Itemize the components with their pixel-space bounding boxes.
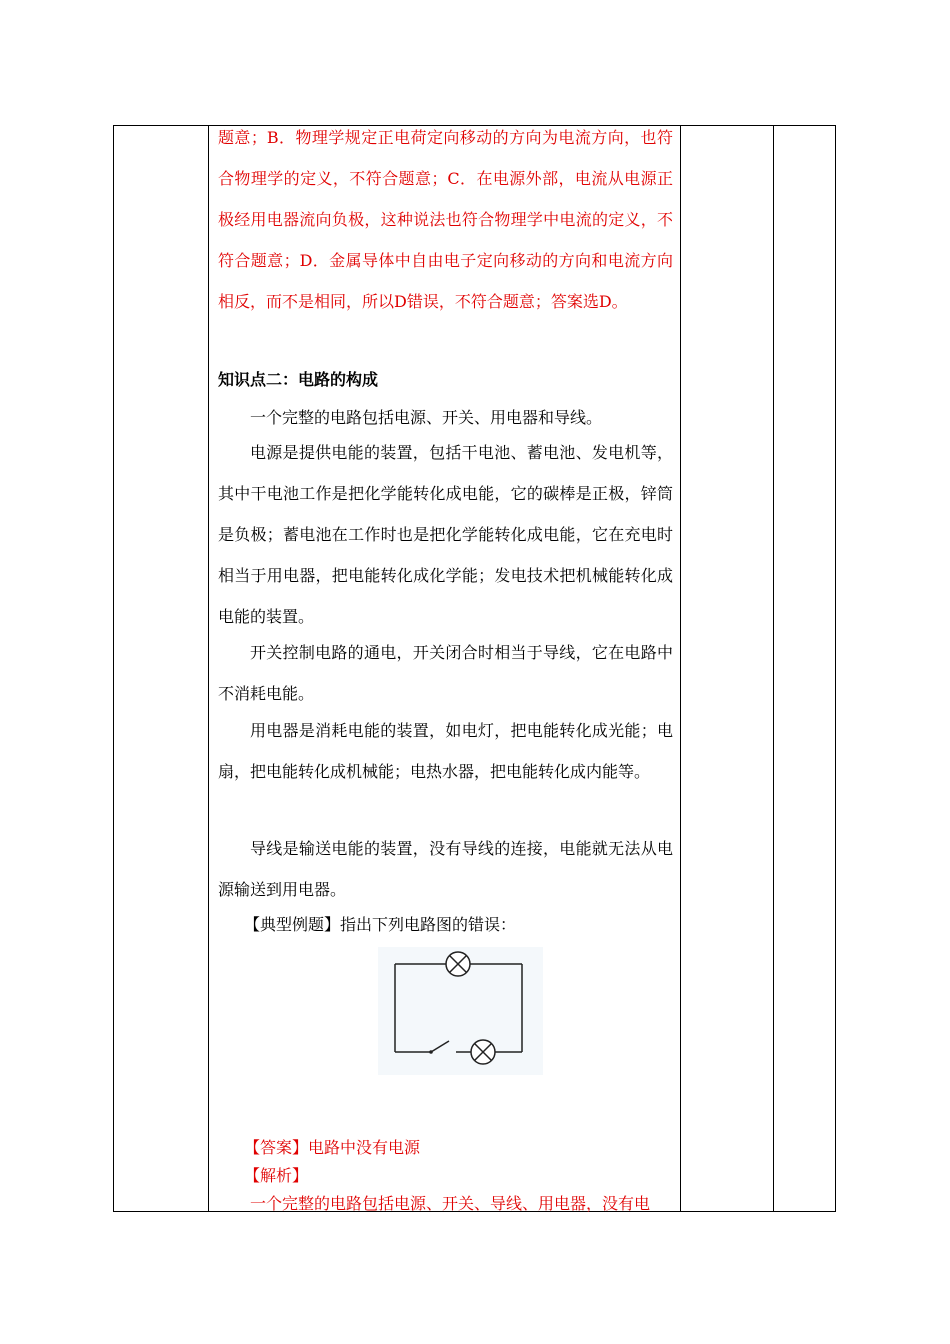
- section-title: 知识点二：电路的构成: [218, 370, 379, 389]
- column-divider: [680, 126, 681, 1211]
- lamp-top-icon: [446, 952, 470, 976]
- column-divider: [773, 126, 774, 1211]
- analysis-label: 【解析】: [244, 1166, 309, 1185]
- lamp-bottom-icon: [471, 1040, 495, 1064]
- column-divider: [208, 126, 209, 1211]
- explanation-continuation: 题意；B．物理学规定正电荷定向移动的方向为电流方向，也符合物理学的定义，不符合题意；C．在电源外部，电流从电源正极经用电器流向负极，这种说法也符合物理学中电流的定义，不符合题意；D．金属导体中自由电子定向移动的方向和电流方向相反，而不是相同，所以D错误，不符合题意；答案选D。: [218, 128, 673, 311]
- paragraph-wire: 导线是输送电能的装置，没有导线的连接，电能就无法从电源输送到用电器。: [218, 839, 673, 899]
- switch-pivot: [429, 1050, 433, 1054]
- circuit-diagram: [378, 947, 543, 1075]
- paragraph-circuit-parts: 一个完整的电路包括电源、开关、用电器和导线。: [250, 408, 603, 427]
- switch-blade: [431, 1041, 449, 1052]
- example-label: 【典型例题】指出下列电路图的错误：: [244, 915, 517, 934]
- paragraph-appliance: 用电器是消耗电能的装置，如电灯，把电能转化成光能；电扇，把电能转化成机械能；电热水器，把电能转化成内能等。: [218, 721, 673, 781]
- circuit-diagram-svg: [378, 947, 543, 1075]
- answer-label: 【答案】电路中没有电源: [244, 1138, 421, 1157]
- analysis-text: 一个完整的电路包括电源、开关、导线、用电器，没有电: [250, 1194, 651, 1212]
- paragraph-switch: 开关控制电路的通电，开关闭合时相当于导线，它在电路中不消耗电能。: [218, 643, 673, 703]
- paragraph-power-source: 电源是提供电能的装置，包括干电池、蓄电池、发电机等，其中干电池工作是把化学能转化成电能，它的碳棒是正极，锌筒是负极；蓄电池在工作时也是把化学能转化成电能，它在充电时相当于用电器，把电能转化成化学能；发电技术把机械能转化成电能的装置。: [218, 443, 673, 626]
